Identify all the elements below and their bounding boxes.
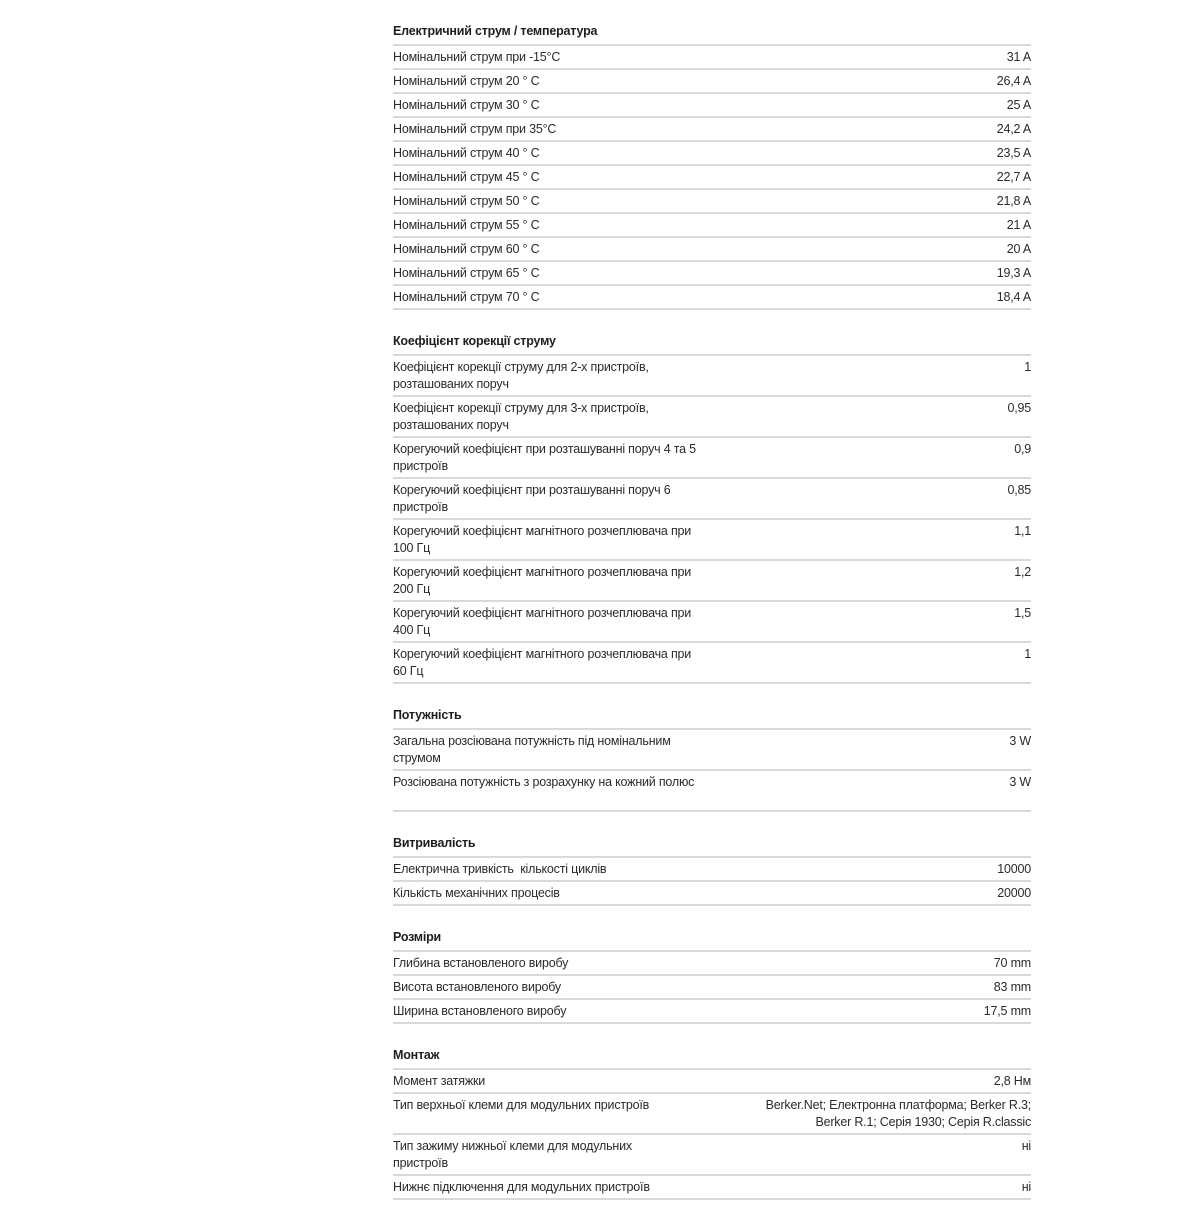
spec-row: [393, 771, 1031, 812]
spec-row: [393, 214, 1031, 238]
spec-value: 3 W: [1009, 734, 1031, 748]
spec-row: [393, 166, 1031, 190]
spec-row: [393, 238, 1031, 262]
section-current-correction: [393, 332, 1031, 684]
spec-row: [393, 643, 1031, 684]
spec-label: Тип верхньої клеми для модульних пристроїв: [393, 1098, 650, 1112]
spec-label: Тип зажиму нижньої клеми для модульних пристроїв: [393, 1139, 632, 1170]
spec-row: [393, 952, 1031, 976]
spec-value: 21 A: [1006, 218, 1031, 232]
spec-value: 18,4 A: [996, 290, 1031, 304]
spec-value: 1: [1024, 647, 1031, 661]
section-endurance: [393, 834, 1031, 906]
spec-row: [393, 262, 1031, 286]
spec-value: 1,2: [1014, 565, 1031, 579]
spec-row: [393, 190, 1031, 214]
section-current-temperature: [393, 22, 1031, 310]
spec-label: Номінальний струм при -15°C: [393, 50, 561, 64]
spec-value: Berker.Net; Електронна платформа; Berker R.3; Berker R.1; Серія 1930; Серія R.classic: [765, 1098, 1031, 1129]
spec-label: Номінальний струм 40 ° C: [393, 146, 540, 160]
section-title: Електричний струм / температура: [393, 22, 1031, 46]
spec-value: 1,5: [1014, 606, 1031, 620]
spec-label: Номінальний струм 55 ° C: [393, 218, 540, 232]
section-title: Монтаж: [393, 1046, 1031, 1070]
spec-value: 20000: [997, 886, 1031, 900]
spec-row: [393, 602, 1031, 643]
spec-label: Момент затяжки: [393, 1074, 486, 1088]
spec-row: [393, 94, 1031, 118]
spec-value: 10000: [997, 862, 1031, 876]
spec-label: Номінальний струм 65 ° C: [393, 266, 540, 280]
spec-label: Корегуючий коефіцієнт магнітного розчеплювача при 400 Гц: [393, 606, 692, 637]
spec-value: 21,8 A: [996, 194, 1031, 208]
section-power: [393, 706, 1031, 812]
section-dimensions: [393, 928, 1031, 1024]
spec-sheet: [393, 22, 1031, 1222]
spec-value: 0,9: [1014, 442, 1031, 456]
spec-row: [393, 976, 1031, 1000]
spec-row: [393, 438, 1031, 479]
spec-label: Номінальний струм 30 ° C: [393, 98, 540, 112]
spec-value: 26,4 A: [996, 74, 1031, 88]
section-mounting: [393, 1046, 1031, 1200]
spec-value: 22,7 A: [996, 170, 1031, 184]
spec-label: Коефіцієнт корекції струму для 2-х пристроїв, розташованих поруч: [393, 360, 649, 391]
spec-row: [393, 1135, 1031, 1176]
spec-row: [393, 356, 1031, 397]
spec-row: [393, 479, 1031, 520]
spec-label: Кількість механічних процесів: [393, 886, 560, 900]
spec-value: 19,3 A: [996, 266, 1031, 280]
spec-label: Корегуючий коефіцієнт при розташуванні поруч 4 та 5 пристроїв: [393, 442, 696, 473]
spec-row: [393, 561, 1031, 602]
spec-row: [393, 1000, 1031, 1024]
spec-label: Висота встановленого виробу: [393, 980, 561, 994]
spec-row: [393, 118, 1031, 142]
spec-row: [393, 1094, 1031, 1135]
spec-label: Ширина встановленого виробу: [393, 1004, 567, 1018]
section-title: Розміри: [393, 928, 1031, 952]
spec-value: 0,95: [1007, 401, 1031, 415]
spec-value: 0,85: [1007, 483, 1031, 497]
spec-row: [393, 730, 1031, 771]
spec-row: [393, 142, 1031, 166]
spec-row: [393, 397, 1031, 438]
spec-value: 20 A: [1006, 242, 1031, 256]
spec-label: Електрична тривкість кількості циклів: [393, 862, 607, 876]
spec-row: [393, 286, 1031, 310]
spec-value: 3 W: [1009, 775, 1031, 789]
spec-label: Номінальний струм 20 ° C: [393, 74, 540, 88]
spec-value: ні: [1021, 1180, 1031, 1194]
spec-label: Коефіцієнт корекції струму для 3-х пристроїв, розташованих поруч: [393, 401, 649, 432]
spec-label: Глибина встановленого виробу: [393, 956, 569, 970]
spec-value: 31 A: [1006, 50, 1031, 64]
spec-value: ні: [1021, 1139, 1031, 1153]
spec-label: Корегуючий коефіцієнт магнітного розчеплювача при 60 Гц: [393, 647, 692, 678]
spec-label: Нижнє підключення для модульних пристроїв: [393, 1180, 650, 1194]
spec-row: [393, 70, 1031, 94]
spec-label: Номінальний струм 70 ° C: [393, 290, 540, 304]
spec-value: 1,1: [1014, 524, 1031, 538]
section-title: Витривалість: [393, 834, 1031, 858]
spec-value: 23,5 A: [996, 146, 1031, 160]
spec-value: 70 mm: [993, 956, 1031, 970]
spec-label: Корегуючий коефіцієнт магнітного розчеплювача при 100 Гц: [393, 524, 692, 555]
spec-label: Розсіювана потужність з розрахунку на кожний полюс: [393, 775, 695, 789]
spec-value: 2,8 Нм: [993, 1074, 1031, 1088]
spec-label: Корегуючий коефіцієнт при розташуванні поруч 6 пристроїв: [393, 483, 671, 514]
spec-label: Номінальний струм при 35°C: [393, 122, 557, 136]
spec-row: [393, 858, 1031, 882]
spec-label: Загальна розсіювана потужність під номінальним струмом: [393, 734, 671, 765]
spec-label: Корегуючий коефіцієнт магнітного розчеплювача при 200 Гц: [393, 565, 692, 596]
spec-row: [393, 520, 1031, 561]
spec-row: [393, 46, 1031, 70]
spec-label: Номінальний струм 50 ° C: [393, 194, 540, 208]
spec-value: 17,5 mm: [983, 1004, 1031, 1018]
section-title: Коефіцієнт корекції струму: [393, 332, 1031, 356]
spec-row: [393, 882, 1031, 906]
spec-label: Номінальний струм 45 ° C: [393, 170, 540, 184]
spec-label: Номінальний струм 60 ° C: [393, 242, 540, 256]
spec-value: 24,2 A: [996, 122, 1031, 136]
spec-value: 25 A: [1006, 98, 1031, 112]
spec-value: 83 mm: [993, 980, 1031, 994]
spec-row: [393, 1070, 1031, 1094]
spec-value: 1: [1024, 360, 1031, 374]
spec-row: [393, 1176, 1031, 1200]
section-title: Потужність: [393, 706, 1031, 730]
